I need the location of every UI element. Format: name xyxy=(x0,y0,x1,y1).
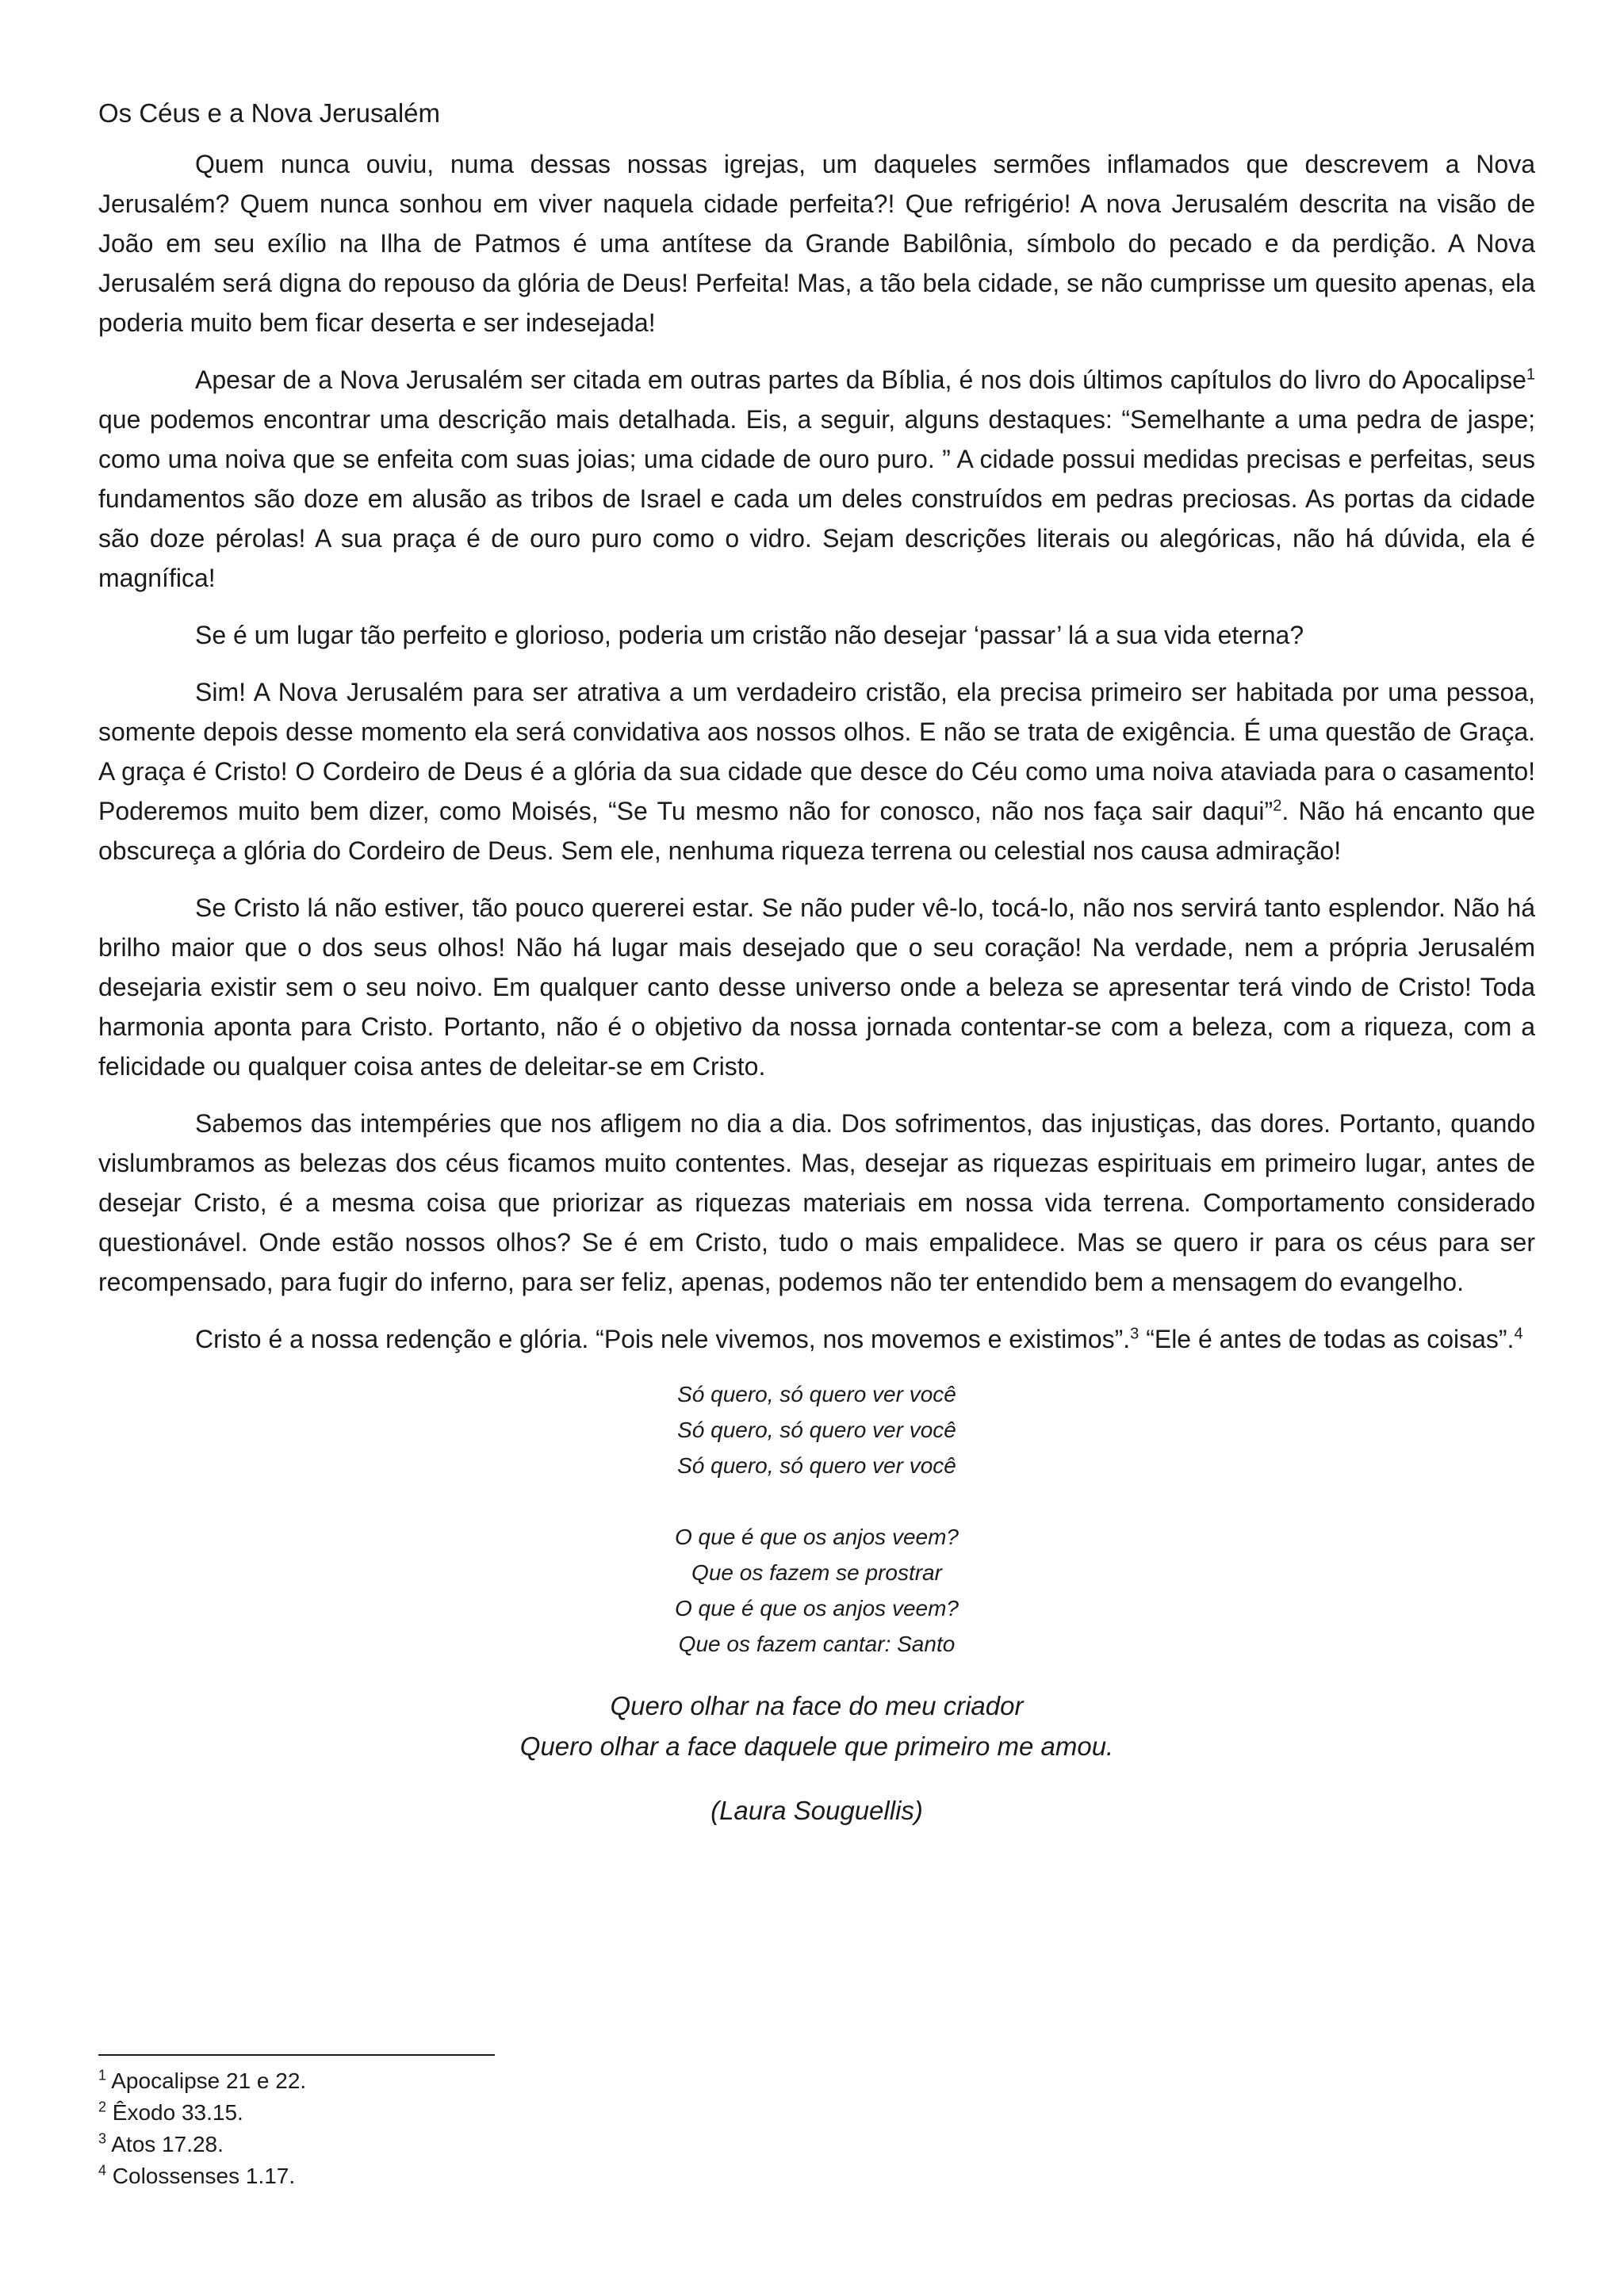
paragraph-1 xyxy=(98,144,1535,342)
paragraph-text: Se Cristo lá não estiver, tão pouco quererei estar. Se não puder vê-lo, tocá-lo, não nos servirá tanto esplendor. Não há brilho maior que o dos seus olhos! Não há lugar mais desejado que o seu coração! Na verdade, nem a própria Jerusalém desejaria existir sem o seu noivo. Em qualquer canto desse universo onde a beleza se apresentar terá vindo de Cristo! Toda harmonia aponta para Cristo. Portanto, não é o objetivo da nossa jornada contentar-se com a beleza, com a riqueza, com a felicidade ou qualquer coisa antes de deleitar-se em Cristo. xyxy=(98,894,1535,1081)
document-title: Os Céus e a Nova Jerusalém xyxy=(98,98,441,128)
song-closing xyxy=(98,1686,1535,1766)
footnote-number: 4 xyxy=(98,2162,107,2179)
footnote-2 xyxy=(98,2097,891,2129)
footnote-text: Apocalipse 21 e 22. xyxy=(106,2068,307,2093)
verse-spacer xyxy=(98,1483,1535,1519)
paragraph-text: que podemos encontrar uma descrição mais detalhada. Eis, a seguir, alguns destaques: “Semelhante a uma pedra de jaspe; como uma noiva que se enfeita com suas joias; uma cidade de ouro puro. ” A cidade possui medidas precisas e perfeitas, seus fundamentos são doze em alusão as tribos de Israel e cada um deles construídos em pedras preciosas. As portas da cidade são doze pérolas! A sua praça é de ouro puro como o vidro. Sejam descrições literais ou alegóricas, não há dúvida, ela é magnífica! xyxy=(98,405,1535,592)
song-verse-1 xyxy=(98,1376,1535,1483)
document-body xyxy=(98,94,1535,1831)
verse-line: Que os fazem se prostrar xyxy=(691,1560,942,1585)
closing-line: Quero olhar na face do meu criador xyxy=(610,1691,1024,1720)
footnote-text: Colossenses 1.17. xyxy=(106,2164,296,2188)
song-verse-2 xyxy=(98,1519,1535,1662)
footnote-number: 2 xyxy=(98,2099,107,2115)
verse-line: Só quero, só quero ver você xyxy=(677,1453,956,1478)
paragraph-6 xyxy=(98,1104,1535,1302)
paragraph-text: Sim! A Nova Jerusalém para ser atrativa a um verdadeiro cristão, ela precisa primeiro ser habitada por uma pessoa, somente depois desse momento ela será convidativa aos nossos olhos. E não se trata de exigência. É uma questão de Graça. A graça é Cristo! O Cordeiro de Deus é a glória da sua cidade que desce do Céu como uma noiva ataviada para o casamento! Poderemos muito bem dizer, como Moisés, “Se Tu mesmo não for conosco, não nos faça sair daqui” xyxy=(98,678,1535,825)
paragraph-7 xyxy=(98,1319,1535,1359)
footnote-text: Êxodo 33.15. xyxy=(106,2100,243,2125)
footnotes xyxy=(98,2065,891,2192)
paragraph-text: Apesar de a Nova Jerusalém ser citada em outras partes da Bíblia, é nos dois últimos capítulos do livro do Apocalipse xyxy=(195,365,1526,394)
paragraph-text: Sabemos das intempéries que nos afligem no dia a dia. Dos sofrimentos, das injustiças, das dores. Portanto, quando vislumbramos as belezas dos céus ficamos muito contentes. Mas, desejar as riquezas espirituais em primeiro lugar, antes de desejar Cristo, é a mesma coisa que priorizar as riquezas materiais em nossa vida terrena. Comportamento considerado questionável. Onde estão nossos olhos? Se é em Cristo, tudo o mais empalidece. Mas se quero ir para os céus para ser recompensado, para fugir do inferno, para ser feliz, apenas, podemos não ter entendido bem a mensagem do evangelho. xyxy=(98,1109,1535,1296)
verse-line: Só quero, só quero ver você xyxy=(677,1418,956,1442)
footnote-ref-3[interactable]: 3 xyxy=(1130,1325,1139,1343)
verse-line: O que é que os anjos veem? xyxy=(674,1525,959,1549)
footnote-1 xyxy=(98,2065,891,2097)
paragraph-text: Cristo é a nossa redenção e glória. “Pois nele vivemos, nos movemos e existimos”. xyxy=(195,1325,1131,1353)
paragraph-text: “Ele é antes de todas as coisas”. xyxy=(1139,1325,1515,1353)
footnote-3 xyxy=(98,2129,891,2160)
paragraph-3 xyxy=(98,615,1535,655)
paragraph-text: . Não há encanto que obscureça a glória do Cordeiro de Deus. Sem ele, nenhuma riqueza terrena ou celestial nos causa admiração! xyxy=(98,797,1536,865)
paragraph-text: Se é um lugar tão perfeito e glorioso, poderia um cristão não desejar ‘passar’ lá a sua vida eterna? xyxy=(195,621,1304,649)
verse-line: Só quero, só quero ver você xyxy=(677,1382,956,1406)
song-author: (Laura Souguellis) xyxy=(710,1796,923,1825)
footnote-number: 3 xyxy=(98,2130,107,2147)
verse-line: O que é que os anjos veem? xyxy=(674,1596,959,1621)
paragraph-4 xyxy=(98,672,1535,871)
footnote-number: 1 xyxy=(98,2067,107,2084)
paragraph-2 xyxy=(98,360,1535,598)
footnote-ref-4[interactable]: 4 xyxy=(1514,1325,1523,1343)
paragraph-5 xyxy=(98,888,1535,1086)
footnote-ref-2[interactable]: 2 xyxy=(1273,797,1282,815)
paragraph-text: Quem nunca ouviu, numa dessas nossas igrejas, um daqueles sermões inflamados que descrevem a Nova Jerusalém? Quem nunca sonhou em viver naquela cidade perfeita?! Que refrigério! A nova Jerusalém descrita na visão de João em seu exílio na Ilha de Patmos é uma antítese da Grande Babilônia, símbolo do pecado e da perdição. A Nova Jerusalém será digna do repouso da glória de Deus! Perfeita! Mas, a tão bela cidade, se não cumprisse um quesito apenas, ela poderia muito bem ficar deserta e ser indesejada! xyxy=(98,150,1535,337)
footnote-divider xyxy=(98,2054,495,2056)
footnote-text: Atos 17.28. xyxy=(106,2132,224,2156)
footnote-ref-1[interactable]: 1 xyxy=(1526,365,1535,384)
verse-line: Que os fazem cantar: Santo xyxy=(678,1632,956,1656)
footnote-4 xyxy=(98,2160,891,2192)
closing-line: Quero olhar a face daquele que primeiro me amou. xyxy=(519,1732,1114,1761)
